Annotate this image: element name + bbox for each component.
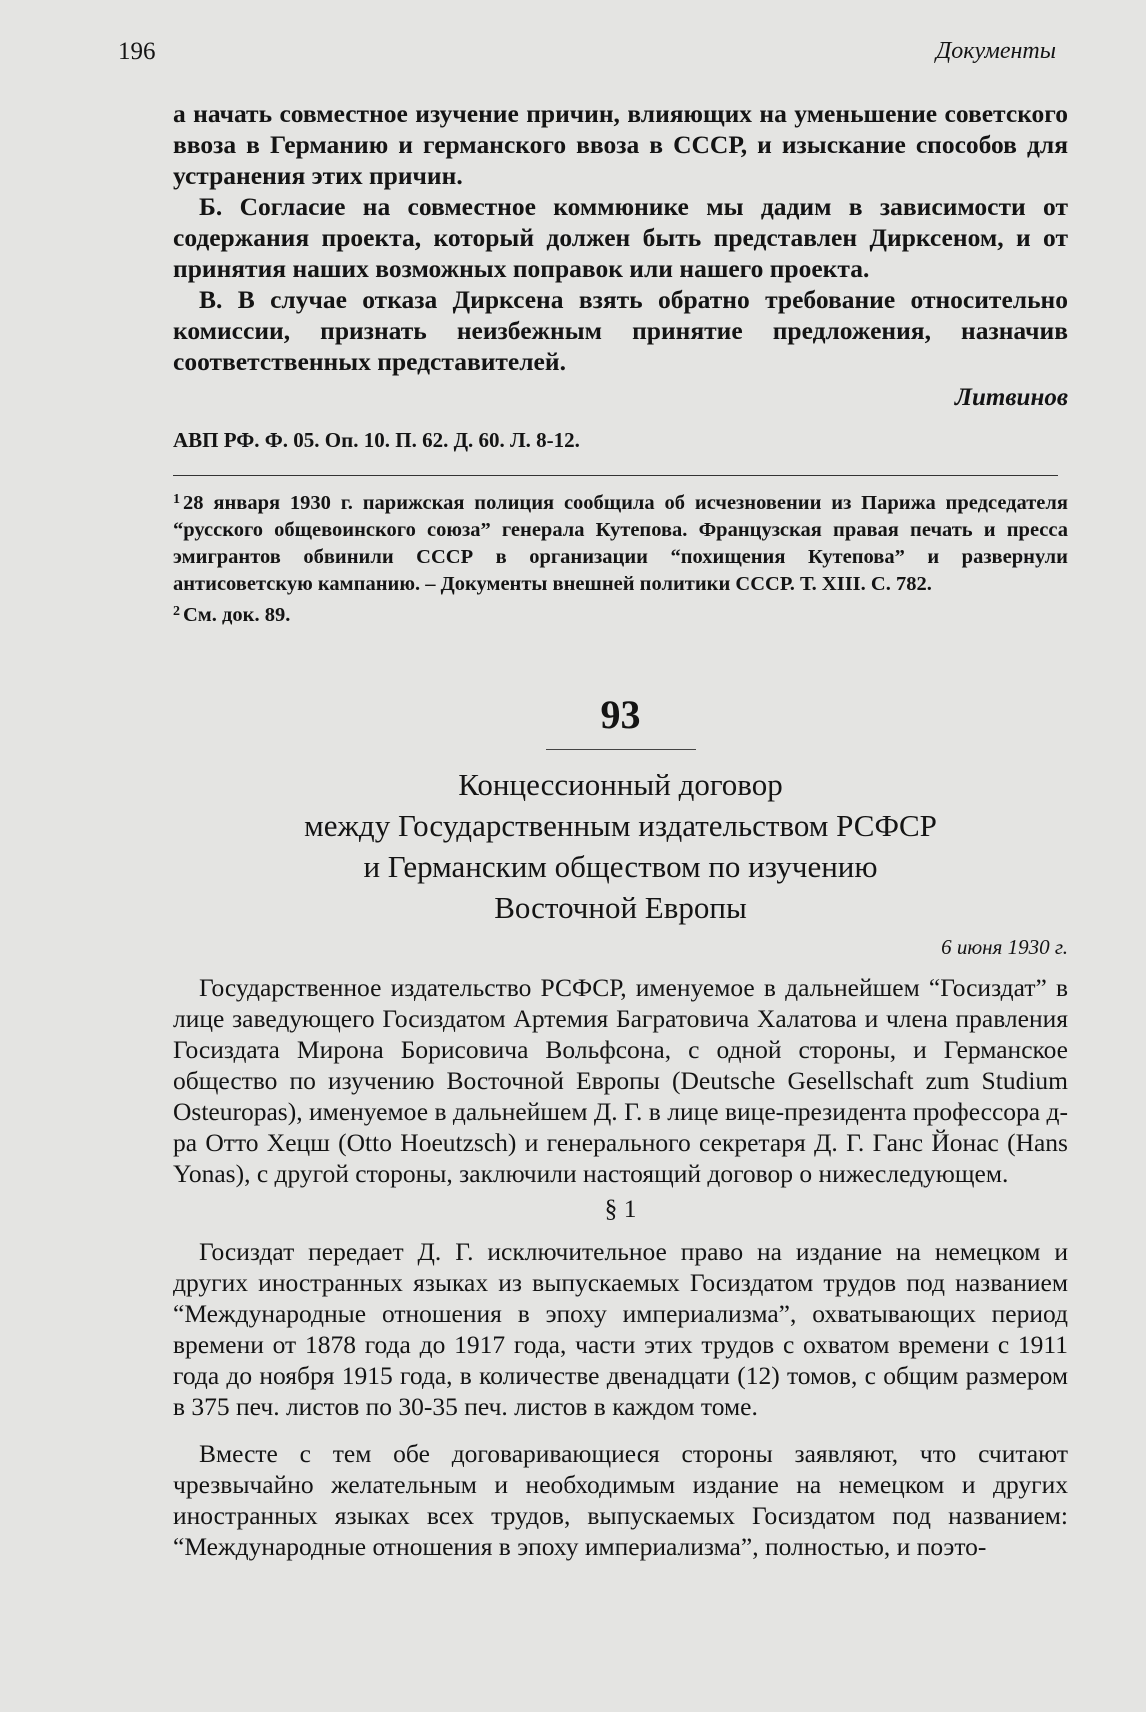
- title-line: между Государственным издательством РСФСР: [304, 808, 937, 843]
- paragraph-gap: [173, 1422, 1068, 1438]
- footnotes: [173, 486, 1068, 629]
- document-number: 93: [600, 692, 641, 737]
- page-number: 196: [118, 38, 156, 65]
- footnote-divider: [173, 475, 1058, 476]
- previous-document-ending: [173, 98, 1068, 453]
- title-divider: [546, 749, 696, 750]
- paragraph: Вместе с тем обе договаривающиеся стороны заявляют, что считают чрезвычайно желательным и необходимым издание на немецком и других иностранных языках всех трудов, выпускаемых Госиздатом под названием: “Международные отношения в эпоху империализма”, полностью, и поэто-: [173, 1439, 1068, 1561]
- running-title: Документы: [935, 38, 1056, 64]
- footnote-text: См. док. 89.: [183, 604, 291, 626]
- paragraph: Б. Согласие на совместное коммюнике мы дадим в зависимости от содержания проекта, который должен быть представлен Дирксеном, и от принятия наших возможных поправок или нашего проекта.: [173, 192, 1068, 283]
- paragraph: Государственное издательство РСФСР, именуемое в дальнейшем “Госиздат” в лице заведующего Госиздатом Артемия Багратовича Халатова и члена правления Госиздата Мирона Борисовича Вольфсона, с одной стороны, и Германское общество по изучению Восточной Европы (Deutsche Gesellschaft zum Studium Osteuropas), именуемое в дальнейшем Д. Г. в лице вице-президента профессора д-ра Отто Хецш (Otto Hoeutzsch) и генерального секретаря Д. Г. Ганс Йонас (Hans Yonas), с другой стороны, заключили настоящий договор о нижеследующем.: [173, 973, 1068, 1188]
- footnote-mark: 1: [173, 492, 180, 507]
- section-mark: § 1: [604, 1194, 637, 1223]
- document-body: [173, 972, 1068, 1562]
- document-title: [173, 764, 1068, 928]
- signature: Литвинов: [954, 384, 1068, 411]
- paragraph: а начать совместное изучение причин, влияющих на уменьшение советского ввоза в Германию и германского ввоза в СССР, и изыскание способов для устранения этих причин.: [173, 99, 1068, 190]
- title-line: и Германским обществом по изучению: [363, 849, 878, 884]
- archive-reference: АВП РФ. Ф. 05. Оп. 10. П. 62. Д. 60. Л. 8-12.: [173, 428, 580, 452]
- footnote-text: 28 января 1930 г. парижская полиция сообщила об исчезновении из Парижа председателя “русского общевоинского союза” генерала Кутепова. Французская правая печать и пресса эмигрантов обвинили СССР в организации “похищения Кутепова” и развернули антисоветскую кампанию. – Документы внешней политики СССР. Т. XIII. С. 782.: [173, 492, 1068, 595]
- footnote: [173, 486, 1068, 598]
- page-content: [173, 98, 1068, 1562]
- paragraph: В. В случае отказа Дирксена взять обратно требование относительно комиссии, признать неизбежным принятие предложения, назначив соответственных представителей.: [173, 285, 1068, 376]
- page-header: [118, 38, 1056, 74]
- footnote-mark: 2: [173, 604, 180, 619]
- title-line: Концессионный договор: [458, 767, 783, 802]
- title-line: Восточной Европы: [494, 890, 747, 925]
- paragraph: Госиздат передает Д. Г. исключительное право на издание на немецком и других иностранных языках из выпускаемых Госиздатом трудов под названием “Международные отношения в эпоху империализма”, охватывающих период времени от 1878 года до 1917 года, части этих трудов с охватом времени с 1911 года до ноября 1915 года, в количестве двенадцати (12) томов, с общим размером в 375 печ. листов по 30-35 печ. листов в каждом томе.: [173, 1237, 1068, 1421]
- footnote: [173, 598, 1068, 629]
- document-date: 6 июня 1930 г.: [941, 935, 1068, 959]
